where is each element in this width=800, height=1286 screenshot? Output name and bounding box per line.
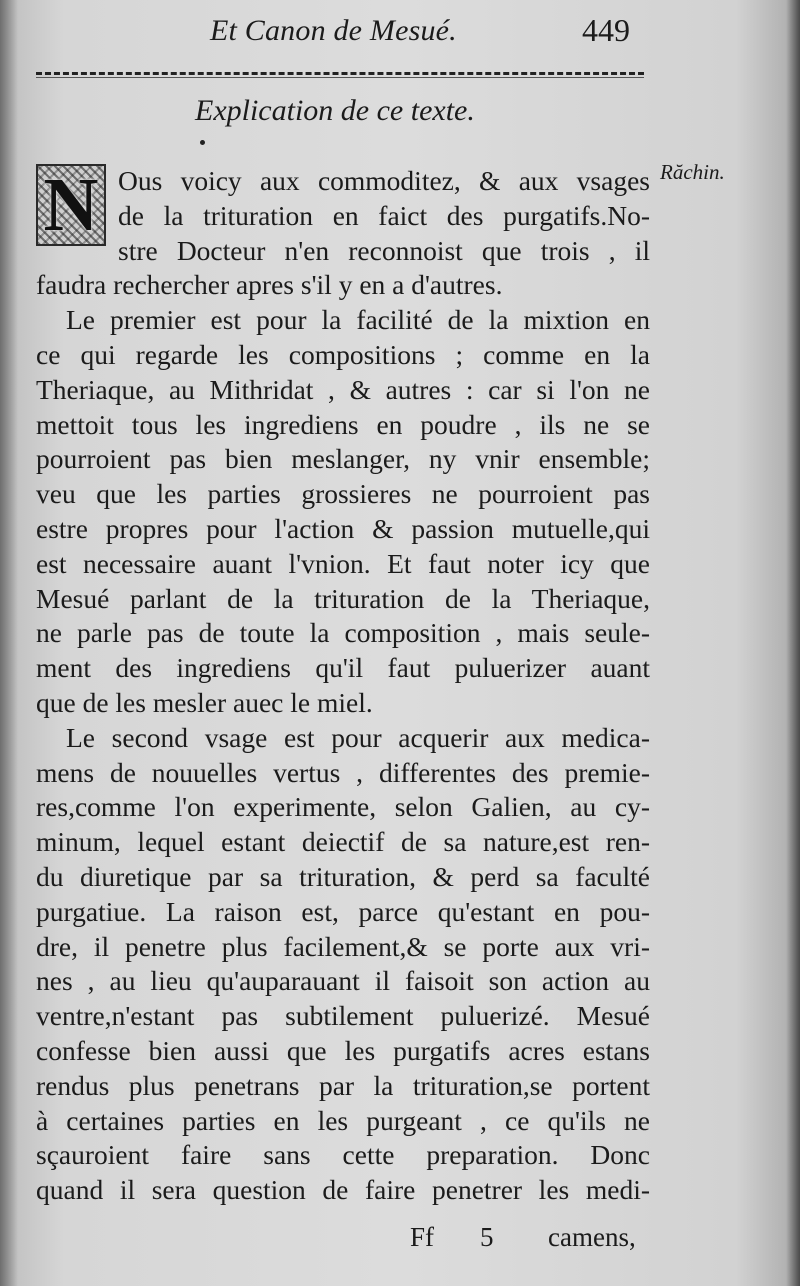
signature-number: 5: [480, 1222, 494, 1252]
binding-shadow: [0, 0, 18, 1286]
header-rule-thin: [36, 77, 644, 78]
text-line: dre, il penetre plus facilement,& se porte aux vri-: [36, 930, 650, 962]
text-line: purgatiue. La raison est, parce qu'estant en pou-: [36, 895, 650, 927]
text-line: Ous voicy aux commoditez, & aux vsages: [118, 165, 650, 196]
text-line: sçauroient faire sans cette preparation. Donc: [36, 1139, 650, 1171]
text-line: confesse bien aussi que les purgatifs acres estans: [36, 1035, 650, 1066]
header-rule: [36, 72, 644, 75]
text-line: de la trituration en faict des purgatifs.No-: [118, 199, 650, 231]
page-edge-shadow: [786, 0, 800, 1286]
running-title: Et Canon de Mesué.: [210, 14, 457, 47]
decorated-initial: [36, 164, 106, 246]
text-line: mens de nouuelles vertus , differentes des premie-: [36, 756, 650, 788]
text-line: ventre,n'estant pas subtilement puluerizé. Mesué: [36, 1000, 650, 1032]
text-line: ce qui regarde les compositions ; comme en la: [36, 339, 650, 370]
text-line: stre Docteur n'en reconnoist que trois , il: [118, 234, 650, 266]
decorated-initial-letter: N: [43, 163, 99, 247]
margin-note: Răchin.: [660, 160, 725, 184]
text-line: Mesué parlant de la trituration de la Theriaque,: [36, 582, 650, 614]
text-line: estre propres pour l'action & passion mutuelle,qui: [36, 513, 650, 544]
page-number: 449: [582, 12, 630, 48]
text-line: du diuretique par sa trituration, & perd sa faculté: [36, 861, 650, 892]
text-line: est necessaire auant l'vnion. Et faut noter icy que: [36, 547, 650, 579]
text-line: nes , au lieu qu'auparauant il faisoit son action au: [36, 965, 650, 997]
text-line: mettoit tous les ingrediens en poudre , ils ne se: [36, 408, 650, 440]
text-line: Le premier est pour la facilité de la mixtion en: [66, 304, 650, 336]
text-line: Theriaque, au Mithridat , & autres : car si l'on ne: [36, 373, 650, 405]
section-title: Explication de ce texte.: [195, 94, 475, 127]
text-line: ment des ingrediens qu'il faut puluerizer auant: [36, 652, 650, 684]
text-line: faudra rechercher apres s'il y en a d'autres.: [36, 269, 503, 301]
text-line: ne parle pas de toute la composition , mais seule-: [36, 617, 650, 649]
text-line: Le second vsage est pour acquerir aux medica-: [66, 721, 650, 753]
text-line: quand il sera question de faire penetrer les medi-: [36, 1174, 650, 1206]
catchword: camens,: [548, 1222, 636, 1252]
text-line: res,comme l'on experimente, selon Galien, au cy-: [36, 791, 650, 823]
signature-mark: Ff: [410, 1222, 435, 1252]
text-line: que de les mesler auec le miel.: [36, 687, 373, 718]
text-line: à certaines parties en les purgeant , ce qu'ils ne: [36, 1104, 650, 1136]
text-line: veu que les parties grossieres ne pourroient pas: [36, 478, 650, 510]
text-line: pourroient pas bien meslanger, ny vnir ensemble;: [36, 443, 650, 475]
text-line: minum, lequel estant deiectif de sa nature,est ren-: [36, 826, 650, 858]
text-line: rendus plus penetrans par la trituration,se portent: [36, 1069, 650, 1101]
ornament-dot: [200, 140, 205, 145]
